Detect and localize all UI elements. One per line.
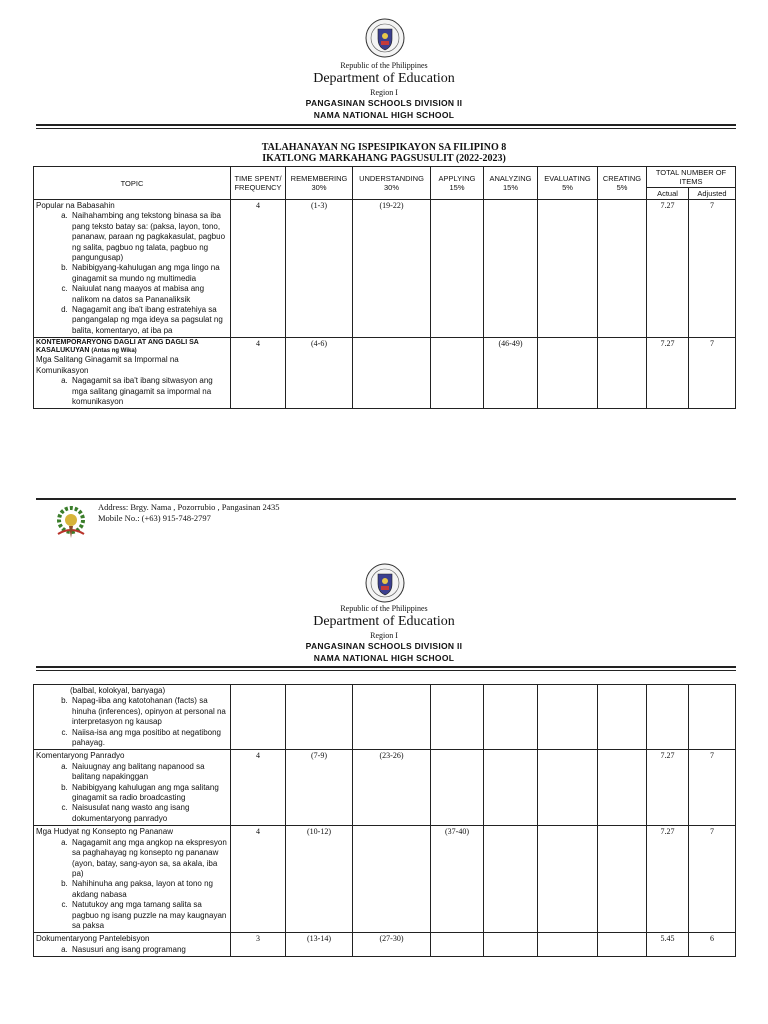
header-rule [36,666,736,668]
republic-text: Republic of the Philippines [340,61,428,70]
actual-cell [647,685,689,750]
actual-header: Actual [647,188,689,200]
topic-cell [34,338,231,409]
competency-list [36,376,228,407]
continuation-text: (balbal, kolokyal, banyaga) [70,686,166,695]
deped-seal-icon [365,18,405,58]
analyzing-cell [484,685,538,750]
header-rule-thin [36,670,736,671]
footer-address: Address: Brgy. Nama , Pozorrubio , Pangasinan 2435 [98,502,280,512]
actual-cell: 7.27 [647,338,689,409]
list-item: a. Naihahambing ang tekstong binasa sa iba pang teksto batay sa: (paksa, layon, tono, pananaw, paraan ng pagkakasulat, pagbuo ng salita, pagbuo ng talata, pagbuo ng pangungusap) [70,211,228,263]
adjusted-cell [689,685,736,750]
competency-list [36,838,228,932]
total-header: TOTAL NUMBER OF ITEMS [647,167,736,188]
list-item: a. Nasusuri ang isang programang [70,945,228,955]
list-item: c. Natutukoy ang mga tamang salita sa pagbuo ng isang puzzle na may kaugnayan sa paksa [70,900,228,931]
header-rule [36,124,736,126]
analyzing-cell [484,200,538,338]
remembering-cell: (7-9) [286,750,353,826]
analyzing-cell [484,750,538,826]
evaluating-cell [538,200,598,338]
list-item: b. Nahihinuha ang paksa, layon at tono ng akdang nabasa [70,879,228,900]
time-cell: 3 [231,933,286,957]
region-text: Region I [370,631,398,640]
topic-caps-note: (Antas ng Wika) [91,348,137,355]
analyzing-cell [484,826,538,933]
applying-cell [431,200,484,338]
topic-heading: Komentaryong Panradyo [36,751,125,761]
deped-seal-icon [365,563,405,603]
understanding-cell [353,338,431,409]
creating-cell [598,338,647,409]
adjusted-cell: 6 [689,933,736,957]
topic-caps-text: KONTEMPORARYONG DAGLI AT ANG DAGLI SA KASALUKUYAN [36,339,199,355]
creating-cell [598,685,647,750]
list-item: d. Nagagamit ang iba't ibang estratehiya sa pangangalap ng mga ideya sa pagsulat ng balita, komentaryo, at iba pa [70,305,228,336]
applying-cell [431,338,484,409]
evaluating-cell [538,685,598,750]
creating-cell [598,750,647,826]
list-item: a. Nagagamit ang mga angkop na ekspresyon sa paghahayag ng konsepto ng pananaw (ayon, batay, sang-ayon sa, sa akala, iba pa) [70,838,228,880]
adjusted-header: Adjusted [689,188,736,200]
analyzing-cell [484,933,538,957]
list-item: c. Naiisa-isa ang mga positibo at negatibong pahayag. [70,728,228,749]
actual-cell: 7.27 [647,750,689,826]
time-cell: 4 [231,200,286,338]
page-2 [0,545,768,1024]
competency-list [36,945,228,955]
remembering-cell: (4-6) [286,338,353,409]
understanding-cell: (19-22) [353,200,431,338]
adjusted-cell: 7 [689,750,736,826]
evaluating-cell [538,826,598,933]
actual-cell: 5.45 [647,933,689,957]
creating-cell [598,933,647,957]
list-item: b. Nabibigyang-kahulugan ang mga lingo na ginagamit sa mundo ng multimedia [70,263,228,284]
region-text: Region I [370,88,398,97]
understanding-cell [353,685,431,750]
table-row [34,200,736,338]
topic-heading: Dokumentaryong Pantelebisyon [36,934,150,944]
evaluating-cell [538,338,598,409]
topic-cell [34,750,231,826]
creating-cell [598,826,647,933]
list-item: b. Nabibigyang kahulugan ang mga salitang ginagamit sa radio broadcasting [70,783,228,804]
department-text: Department of Education [313,614,455,629]
adjusted-cell: 7 [689,826,736,933]
topic-cell [34,826,231,933]
table-row [34,338,736,409]
actual-cell: 7.27 [647,826,689,933]
list-item: a. Nagagamit sa iba't ibang sitwasyon ang mga salitang ginagamit sa impormal na komunikasyon [70,376,228,407]
time-cell: 4 [231,826,286,933]
applying-cell: (37-40) [431,826,484,933]
footer-mobile: Mobile No.: (+63) 915-748-2797 [98,513,211,523]
table-title [0,142,768,164]
analyzing-header: ANALYZING 15% [484,167,538,200]
time-header: TIME SPENT/ FREQUENCY [231,167,286,200]
division-text: PANGASINAN SCHOOLS DIVISION II [305,98,463,108]
topic-header: TOPIC [34,167,231,200]
school-text: NAMA NATIONAL HIGH SCHOOL [313,110,455,120]
applying-cell [431,750,484,826]
remembering-cell: (13-14) [286,933,353,957]
understanding-cell [353,826,431,933]
footer-rule [36,498,736,500]
list-item: a. Naiuugnay ang balitang napanood sa balitang napakinggan [70,762,228,783]
remembering-cell [286,685,353,750]
understanding-cell: (23-26) [353,750,431,826]
time-cell: 4 [231,338,286,409]
topic-heading: Mga Salitang Ginagamit sa Impormal na Komunikasyon [36,355,179,375]
applying-cell [431,685,484,750]
footer-contact [98,502,280,524]
topic-cell [34,200,231,338]
applying-header: APPLYING 15% [431,167,484,200]
header-rule-thin [36,128,736,129]
adjusted-cell: 7 [689,338,736,409]
remembering-header: REMEMBERING 30% [286,167,353,200]
remembering-cell: (10-12) [286,826,353,933]
table-row [34,826,736,933]
table-row [34,933,736,957]
division-text: PANGASINAN SCHOOLS DIVISION II [305,641,463,651]
tos-table-page-1 [33,166,736,409]
list-item: c. Naisusulat nang wasto ang isang dokumentaryong panradyo [70,803,228,824]
department-text: Department of Education [313,71,455,86]
topic-heading: Mga Hudyat ng Konsepto ng Pananaw [36,827,173,837]
adjusted-cell: 7 [689,200,736,338]
table-row [34,750,736,826]
actual-cell: 7.27 [647,200,689,338]
title-line-2: IKATLONG MARKAHANG PAGSUSULIT (2022-2023) [262,153,506,164]
topic-caps-heading [36,339,228,355]
school-text: NAMA NATIONAL HIGH SCHOOL [313,653,455,663]
understanding-cell: (27-30) [353,933,431,957]
competency-list [36,696,228,748]
table-row [34,685,736,750]
evaluating-cell [538,933,598,957]
competency-list [36,211,228,336]
time-cell [231,685,286,750]
evaluating-cell [538,750,598,826]
header-row [34,167,736,188]
competency-list [36,762,228,824]
creating-cell [598,200,647,338]
time-cell: 4 [231,750,286,826]
understanding-header: UNDERSTANDING 30% [353,167,431,200]
evaluating-header: EVALUATING 5% [538,167,598,200]
topic-heading: Popular na Babasahin [36,201,115,210]
list-item: c. Naiuulat nang maayos at mabisa ang nalikom na datos sa Pananaliksik [70,284,228,305]
list-item: b. Napag-iiba ang katotohanan (facts) sa hinuha (inferences), opinyon at personal na interpretasyon ng kausap [70,696,228,727]
topic-cell [34,933,231,957]
topic-cell [34,685,231,750]
remembering-cell: (1-3) [286,200,353,338]
tos-table-page-2 [33,684,736,957]
school-logo-icon [52,504,90,540]
applying-cell [431,933,484,957]
republic-text: Republic of the Philippines [340,604,428,613]
creating-header: CREATING 5% [598,167,647,200]
title-line-1: TALAHANAYAN NG ISPESIPIKAYON SA FILIPINO 8 [261,142,507,153]
analyzing-cell: (46-49) [484,338,538,409]
